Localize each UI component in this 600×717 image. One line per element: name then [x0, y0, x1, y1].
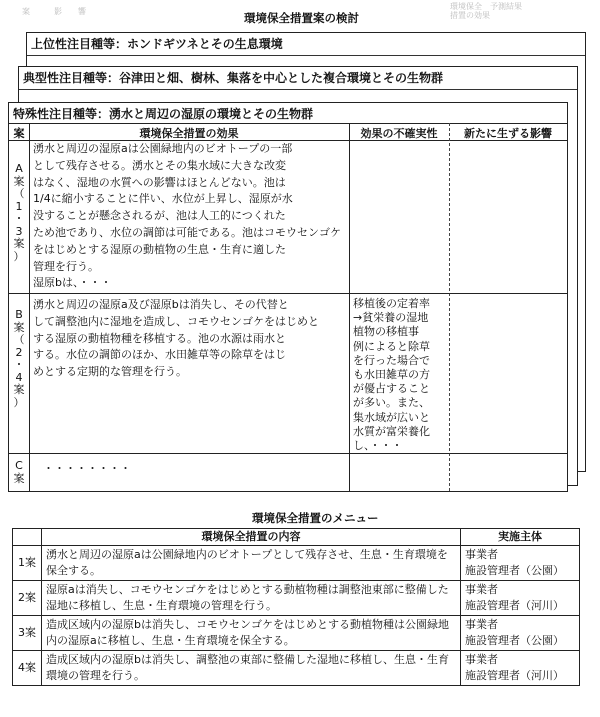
effect-line: 管理を行う。 [33, 259, 99, 273]
actor-line: 施設管理者（公園） [465, 634, 564, 647]
col-header-case: 案 [13, 127, 25, 140]
case-char: 案 [13, 320, 25, 334]
faint-text-right [450, 2, 570, 20]
effect-line: 湿原bは、・・・ [33, 276, 112, 290]
row-b-case [9, 309, 29, 409]
uncertainty-line: 例によると除草 [353, 339, 430, 353]
faint-line: 環境保全 予測結果 [450, 2, 522, 11]
row-a-effect [33, 141, 349, 292]
col-header-new-impact: 新たに生ずる影響 [464, 127, 552, 140]
sheet-upper-heading: 上位性注目種等：ホンドギツネとその生息環境 [31, 37, 283, 51]
case-char: ） [13, 249, 25, 263]
row-divider-bc [9, 453, 567, 454]
case-char: 案 [13, 174, 25, 188]
menu-case: 2案 [13, 581, 42, 616]
uncertainty-line: も水田雑草の方 [353, 368, 430, 382]
menu-header-case [13, 529, 42, 546]
header-top-rule [9, 123, 567, 124]
actor-line: 施設管理者（河川） [465, 669, 564, 682]
effect-line: ため池であり、水位の調節は可能である。池はコモウセンゴケ [33, 225, 341, 239]
table-row [13, 651, 580, 686]
uncertainty-line: し、・・・ [353, 439, 403, 453]
effect-line: めとする定期的な管理を行う。 [33, 365, 187, 379]
uncertainty-line: を行った場合で [353, 353, 430, 367]
table-row [13, 616, 580, 651]
case-char: 1 [15, 199, 23, 213]
effect-line: をはじめとする湿原の動植物の生息・生育に適した [33, 242, 286, 256]
actor-line: 施設管理者（河川） [465, 599, 564, 612]
sheet-special [8, 102, 568, 492]
case-char: 2 [15, 345, 23, 359]
case-char: 案 [13, 383, 25, 396]
page-title: 環境保全措置案の検討 [244, 11, 359, 25]
menu-actor [461, 581, 580, 616]
menu-case: 1案 [13, 546, 42, 581]
col-header-uncertainty: 効果の不確実性 [360, 127, 438, 140]
case-char: （ [13, 333, 25, 346]
actor-line: 事業者 [465, 653, 498, 666]
effect-line: する湿原の動植物種を移植する。池の水源は雨水と [33, 331, 286, 345]
faint-text-left: 案 影 響 [22, 7, 86, 16]
effect-line: 1/4に縮小することに伴い、水位が上昇し、湿原が水 [33, 192, 293, 206]
menu-content: 湿原aは消失し、コモウセンゴケをはじめとする動植物種は調整池東部に整備した湿地に移植し、生息・生育環境の管理を行う。 [42, 581, 461, 616]
case-char: ・ [13, 212, 25, 225]
row-c-case [9, 459, 29, 485]
effect-line: 湧水と周辺の湿原aは公園緑地内のビオトープの一部 [33, 142, 293, 155]
uncertainty-line: →貧栄養の湿地 [353, 311, 429, 325]
effect-line: 湧水と周辺の湿原a及び湿原bは消失し、その代替と [33, 298, 289, 311]
uncertainty-line: 集水域が広いと [353, 410, 430, 424]
case-char: ） [13, 395, 25, 409]
menu-content: 造成区域内の湿原bは消失し、コモウセンゴケをはじめとする動植物種は公園緑地内の湿原aに移植し、生息・生育環境を保全する。 [42, 616, 461, 651]
uncertainty-line: 移植後の定着率 [353, 297, 430, 310]
actor-line: 事業者 [465, 618, 498, 631]
table-row [13, 581, 580, 616]
col-divider-uncertainty [449, 123, 450, 491]
effect-line: として残存させる。湧水とその集水域に大きな改変 [33, 158, 286, 172]
col-divider-effect [349, 123, 350, 491]
menu-actor [461, 616, 580, 651]
case-char: 案 [13, 472, 25, 485]
menu-header-row [13, 529, 580, 546]
row-divider-ab [9, 293, 567, 294]
menu-actor [461, 546, 580, 581]
case-char: （ [13, 187, 25, 200]
case-char: B [15, 308, 23, 321]
menu-content: 造成区域内の湿原bは消失し、調整池の東部に整備した湿地に移植し、生息・生育環境の管理を行う。 [42, 651, 461, 686]
case-char: C [15, 459, 23, 472]
row-a-case [9, 163, 29, 263]
menu-title: 環境保全措置のメニュー [252, 511, 379, 525]
menu-table [12, 528, 580, 686]
sheet-typical-heading: 典型性注目種等：谷津田と畑、樹林、集落を中心とした複合環境とその生物群 [23, 71, 444, 85]
menu-header-actor: 実施主体 [461, 529, 580, 546]
uncertainty-line: が優占すること [353, 382, 430, 396]
col-divider-case [29, 123, 30, 491]
table-row [13, 546, 580, 581]
actor-line: 事業者 [465, 548, 498, 561]
row-b-uncertainty [353, 297, 447, 453]
actor-line: 施設管理者（公園） [465, 564, 564, 577]
menu-case: 4案 [13, 651, 42, 686]
uncertainty-line: 水質が富栄養化 [353, 424, 430, 438]
case-char: 4 [15, 370, 23, 384]
col-header-effect: 環境保全措置の効果 [139, 127, 239, 140]
sheet-typical-rule [19, 89, 577, 90]
faint-line: 措置の効果 [450, 11, 490, 20]
case-char: ・ [13, 358, 25, 371]
menu-header-content: 環境保全措置の内容 [42, 529, 461, 546]
row-b-effect [33, 297, 349, 381]
effect-line: する。水位の調節のほか、水田雑草等の除草をはじ [33, 348, 286, 362]
menu-case: 3案 [13, 616, 42, 651]
uncertainty-line: が多い。また、 [353, 396, 430, 410]
actor-line: 事業者 [465, 583, 498, 596]
effect-line: して調整池内に湿地を造成し、コモウセンゴケをはじめと [33, 314, 319, 328]
sheet-special-heading: 特殊性注目種等：湧水と周辺の湿原の環境とその生物群 [13, 107, 314, 121]
case-char: A [15, 162, 23, 175]
menu-actor [461, 651, 580, 686]
effect-line: はなく、湿地の水質への影響はほとんどない。池は [33, 175, 286, 189]
effect-line: ・・・・・・・・ [43, 462, 131, 475]
menu-content: 湧水と周辺の湿原aは公園緑地内のビオトープとして残存させ、生息・生育環境を保全する。 [42, 546, 461, 581]
effect-line: 没することが懸念されるが、池は人工的につくれた [33, 209, 286, 223]
case-char: 3 [15, 224, 23, 238]
sheet-upper-rule [27, 55, 585, 56]
uncertainty-line: 植物の移植事 [353, 325, 419, 339]
row-c-effect [43, 461, 343, 478]
case-char: 案 [13, 237, 25, 250]
